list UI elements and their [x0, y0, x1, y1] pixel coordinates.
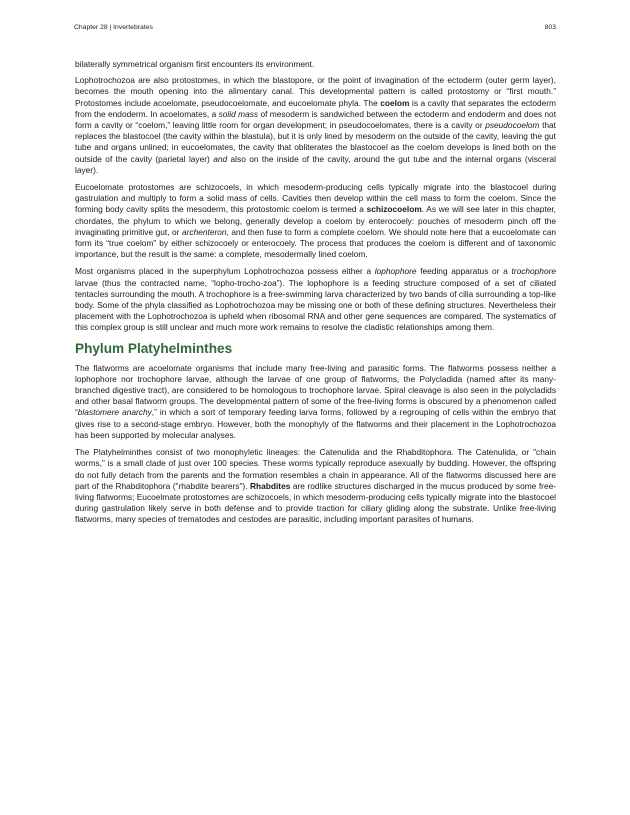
term-schizocoelom: schizocoelom	[366, 204, 422, 215]
emphasis-blastomere-anarchy: blastomere anarchy	[77, 407, 152, 418]
text-run: , and then fuse to form a complete coelom. We should note here that a eucoelomate can form its “true coelom” by either schizocoely or enterocoely. The process that produces the coelom is different and of taxonomic importance, but the result is the same: a complete, mesodermally lined coelom.	[75, 226, 556, 260]
text-run: ,” in which a sort of temporary feeding larva forms, followed by a regrouping of cells within the embryo that gives rise to a second-stage embryo. However, both the monophyly of the flatworms and their placement in the Lophotrochozoa has been supported by molecular analyses.	[75, 407, 557, 440]
text-run: Lophotrochozoa are also protostomes, in which the blastopore, or the point of invagination of the ectoderm (outer germ layer), becomes the mouth opening into the alimentary canal. This developmental pattern is called protostomy or “first mouth.” Protostomes include acoelomate, pseudocoelomate, and eucoelomate phyla. The	[75, 75, 556, 108]
text-run: that replaces the blastocoel (the cavity within the blastula), but it is only lined by mesoderm on the outside of the cavity, leaving the gut tube and organs unlined; in eucoelomates, the cavity that obliterates the blastocoel as the coelom develops is lined both on the outside of the cavity (parietal layer)	[75, 120, 556, 164]
text-run: feeding apparatus or a	[416, 266, 512, 277]
page-content	[75, 59, 556, 532]
chapter-label: Chapter 28 | Invertebrates	[74, 24, 153, 31]
text-run: larvae (thus the contracted name, “lopho-trocho-zoa”). The lophophore is a feeding structure composed of a set of ciliated tentacles surrounding the mouth. A trochophore is a free-swimming larva characterized by two bands of cilia surrounding a top-like body. Some of the phyla classified as Lophotrochozoa may be missing one or both of these defining structures. Nevertheless their placement with the Lophotrochozoa is upheld when ribosomal RNA and other gene sequences are compared. The systematics of this complex group is still unclear and much more work remains to resolve the cladistic relationships among them.	[75, 277, 556, 333]
text-run: bilaterally symmetrical organism first encounters its environment.	[75, 59, 315, 69]
paragraph-continuation	[75, 59, 556, 70]
emphasis-lophophore: lophophore	[374, 266, 417, 277]
text-run: also on the inside of the cavity, around the gut tube and the internal organs (visceral layer).	[75, 153, 556, 175]
emphasis-pseudocoelom: pseudocoelom	[485, 120, 540, 131]
term-rhabdites: Rhabdites	[250, 480, 291, 491]
emphasis-and: and	[213, 153, 228, 164]
page-header	[74, 24, 556, 36]
text-run: Eucoelomate protostomes are schizocoels, in which mesoderm-producing cells typically migrate into the blastocoel during gastrulation and multiply to form a solid mass of cells. Cavities then develop within the cell mass to form the coelom. Since the forming body cavity splits the mesoderm, this protostomic coelom is termed a	[75, 182, 556, 215]
text-run: Most organisms placed in the superphylum Lophotrochozoa possess either a	[75, 266, 375, 277]
text-run: . As we will see later in this chapter, chordates, the phylum to which we belong, generally develop a coelom by enterocoely: pouches of mesoderm pinch off the invaginating primitive gut, or	[75, 204, 556, 237]
text-run: are rodlike structures discharged in the mucus produced by some free-living flatworms; Eucoelmate protostomes are schizocoels, in which mesoderm-producing cells typically migrate into the blastocoel during gastrulation likely serve in both defense and to provide traction for ciliary gliding along the substrate. Unlike free-living flatworms, many species of trematodes and cestodes are parasitic, including important parasites of humans.	[75, 480, 556, 525]
emphasis-trochophore: trochophore	[511, 266, 556, 277]
emphasis-archenteron: archenteron	[181, 226, 227, 237]
page-number: 803	[544, 24, 556, 31]
text-run: The flatworms are acoelomate organisms that include many free-living and parasitic forms. The flatworms possess neither a lophophore nor trochophore larvae, although the larvae of one group of flatworms, the Polycladida (named after its many-branched digestive tract), are considered to be homologous to trochophore larvae. Spiral cleavage is also seen in the polycladids and other basal flatworm groups. The developmental pattern of some of the free-living forms is obscured by a phenomenon called “	[75, 362, 556, 418]
paragraph-lophophore-trochophore	[75, 266, 556, 333]
paragraph-platyhelminthes-lineages	[75, 447, 556, 525]
paragraph-lophotrochozoa-protostomes	[75, 75, 556, 176]
emphasis-solid-mass: solid mass	[218, 108, 259, 119]
paragraph-flatworms-acoelomate	[75, 363, 556, 441]
term-coelom: coelom	[380, 97, 410, 108]
text-run: is a cavity that separates the ectoderm from the endoderm. In acoelomates, a	[75, 97, 556, 119]
paragraph-eucoelomate-schizocoels	[75, 182, 556, 260]
section-heading: Phylum Platyhelminthes	[75, 340, 233, 356]
text-run: of mesoderm is sandwiched between the ectoderm and endoderm and does not form a cavity or “coelom,” leaving little room for organ development; in pseudocoelomates, there is a cavity or	[75, 108, 557, 131]
text-run: The Platyhelminthes consist of two monophyletic lineages: the Catenulida and the Rhabditophora. The Catenulida, or "chain worms," is a small clade of just over 100 species. These worms typically reproduce asexually by budding. However, the offspring do not fully detach from the parents and the formation resembles a chain in appearance. All of the flatworms discussed here are part of the Rhabditophora ("rhabdite bearers").	[75, 447, 556, 491]
